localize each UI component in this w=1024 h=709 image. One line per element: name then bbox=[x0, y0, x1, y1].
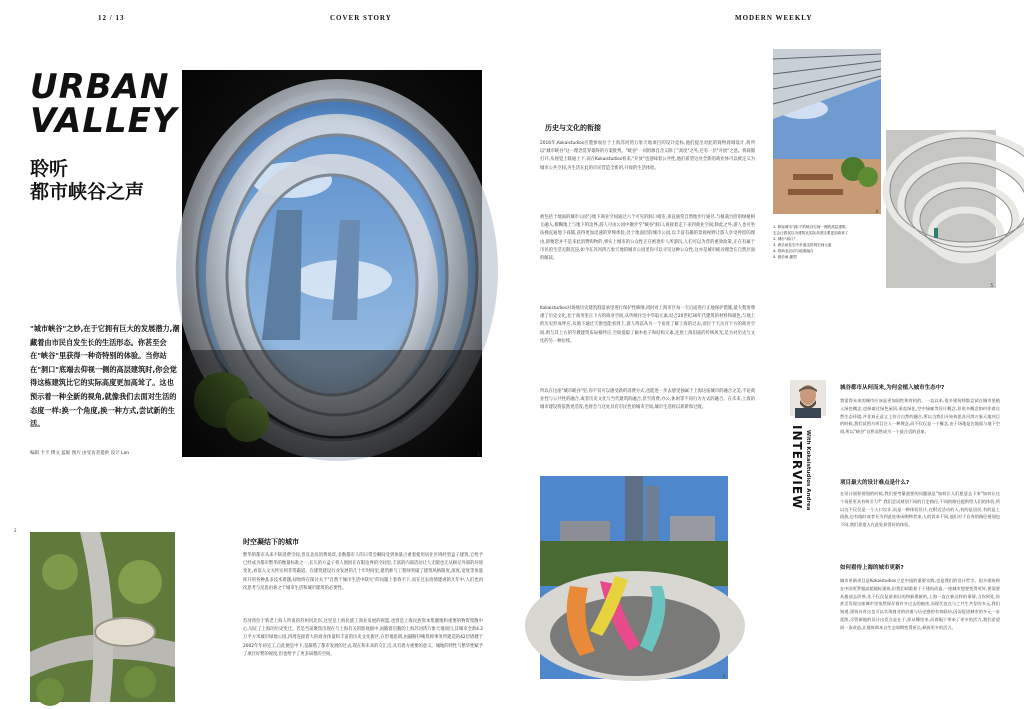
interview-answer-1: 我觉得未来的城市应该是更加国性和有机的。一直以来,很多建筑师都尝试在城市里植入绿色概念,也探索过绿色屋顶,垂直绿化,空中绿廊等设计概念,但很多概念如何伴着自然生态环境,并非真正意义上符合自然的融合,所以当我们开始构思苏河湾万象天地项目的时候,我们试图为项目注入一种理念,而不仅仅是一个概念,由于场地是在地面与地下空间,所以"峡谷"自然而然成为一个最合适的意象。 bbox=[840, 398, 1000, 435]
subtitle-line-1: 聆听 bbox=[30, 158, 69, 180]
history-heading: 历史与文化的衔接 bbox=[545, 124, 601, 132]
caption-list bbox=[773, 224, 873, 260]
page-numbers: 12 / 13 bbox=[98, 14, 125, 22]
lower-heading: 时空凝结下的城市 bbox=[243, 538, 299, 546]
caption-1b: 它会让我误以为建筑比实际高度还要更加高耸了 bbox=[773, 231, 849, 235]
canopy-illustration bbox=[773, 49, 881, 214]
caption-5: 5. 游乐场 趣型 bbox=[773, 255, 797, 259]
lower-paragraph-1: 繁华的都市从来不缺消费空间,但及北高消费场景,多数都市人的日常会瞬间受到体量占重着使用居住区域经型盒子建筑,它给予已经成为都市繁华的衡量标准之一,长久的方盒子将人围困在有限边界的空间里,丰富的内部活动让人无暇也无从顾记外部的环境变化,看似入文关怀实则非常霸道。在建筑建设行业发展的几十年时间里,建筑师与工程师突破了建筑风格限度,深度,宽度等体量挥开的各种基多技术难题,却始终在探讨关于"自然于城市生活中缺失"的问题上着效不下,而在过去疫情建虐的几年中,人们也再次思考与反思由新之于城市生活和城市建筑的必要性。 bbox=[243, 553, 483, 591]
figure-number-5: 5 bbox=[990, 283, 993, 288]
interview-answer-2: 在设计面积规划的时候,我们要考量重要的问题就是"如何让人们愿意去下来"如何让这个场景更具有吸引力?" 我们尝试规划不同的行走路径,不同的路径提供给人们的体验,所以这不仅仅是一个入口设计,而是一种体验设计,在附近活动的人,有的是居民,有的是上班族,也有临时或者专为到此处休闲购物者来,人的诉求不同,他们对于自身的路径规划也不同,我们希望人在此处获得好的体验。 bbox=[840, 491, 1000, 528]
credits: 编辑 卡卡 撰文 蓝妮 图片 由受访者提供 设计 Lan bbox=[30, 451, 130, 456]
section-label: COVER STORY bbox=[330, 14, 392, 22]
magazine-name: MODERN WEEKLY bbox=[735, 14, 813, 22]
interview-question-1: 城谷都市从何而来,为何会植入城市生态中? bbox=[840, 385, 945, 391]
title-line-1: URBAN bbox=[30, 67, 170, 107]
pull-quote: "城市峡谷"之妙,在于它拥有巨大的发展潜力,潮藏着由市民自发生长的生活形态。你甚至会在"峡谷"里获得一种奇特别的体验。当你站在"洞口"底端去仰视一侧的高层建筑时,你会觉得这栋建筑比它的实际高度更加高耸了。这也预示着一种全新的视角,就像我们去面对生活的态度一样:换一个角度,换一种方式,尝试新的生活。 bbox=[30, 324, 180, 429]
interview-question-2: 项目最大的设计难点是什么? bbox=[840, 480, 910, 486]
figure-number-2: 2 bbox=[14, 528, 17, 533]
history-paragraph-4: 所以在这座"城市峡谷"里,你不仅可以感受新的消费方式,也能进一步去感受独属于上海这座城市的融合之美,不论商业性与公共性的融合,或者历史文化与当代建筑的融合,甚至消费,办公,休闲等不同行为方式的融合。在未来,上海的城市建设将依然更活泼,也将会与这处具有市民性的城市空间,城市生活将以崭新和过渡。 bbox=[540, 389, 755, 411]
history-paragraph-2: 被包括于地面的城市公园与地下商业空间通过六个可见的洞口相连,垂直通常自然地步行通径,与植栽台阶的绿植相互融入,模糊地上与地下的边界,游人可由公园中散步至"峡谷"洞口,再接着走下来到商业空间;除此之外,游人也可坐扶梯直通地下商铺,获得更加迅速的穿梭体验,处于地面层的城市公园,以丰富有趣的景观视野让游人享受停留的理由,即便您并不是来此消费购物的,事实上城市的公众性正在被逐步人所游玩,人们可以为营的重效政策,正在有属于市民的生活无限沉浸,如今在苏河湾万象天地的城市公园里你可以寻见这种公众性,这亦是城市峡谷理念在自然层面的解读。 bbox=[540, 215, 755, 262]
caption-2: 2. 城市"洞口" bbox=[773, 237, 796, 241]
feature-title bbox=[30, 67, 200, 141]
interview-answer-3: 城市更新项目是Kokaistudios立足中国的重要实践,也是我们的设计哲学。很多建筑师在中国更罗超高超地标建筑,但我们却重着于于建筑改造,一座城市想要变得更好,要需要从根部去改善,先干仅仅是原来旧的和新建新的,上海一直在新这样的事情,当你到处,你甚至发现这座城市里依然保存着许多过去的痕迹,而现代也在与之共生共存的多元,我们知道,建筑具有这也可以实现商业的价值与历史感的有效联结,因而促进城市的多元一步延续,尽管新地的设计出发点是在于,你从哪里来,而着眼于带来了更多的活力,我们希望同一条改造,让建筑师本自生态周期变得更长,释放更多的活力。 bbox=[840, 578, 1000, 630]
caption-3: 3. 游乐场及空中步道由旧到空间元素 bbox=[773, 243, 832, 247]
canopy-photo bbox=[773, 49, 881, 214]
lower-paragraph-2: 苏河湾位于新老上海人所说的苏州河北岸,这里是上海民族工商业发展的摇篮,也曾是上海民族资本集聚地和重要的物资集散中心,见证了上海的历史变迁。若是当前聚焦出现在与上海有关的影视剧中,而随着启動的上海苏河湾万象天地项目,其城市全新4.2万平方米城市绿地公园,四周连接着大的商业体量和丰富的历史文化街区,在形地思朗,由隔断抖峻筑师事务所建造的42层塔楼于2002年年初完工,自此便是中下,是凝塔了都市发展的过去,现在和未来的交汇点,具有着方重要的意义。城地的特性与繁华性赋予了项目好繁的视度,但也给予了更多研想的空间。 bbox=[243, 619, 483, 657]
history-paragraph-1: 2016年,Kokaistudios应邀参加位于上海苏河湾万象天地项目的设计竞标,他们提出对此的商物商城设计,将所以"城市峡谷"这一理念贯穿最终的方案批判。"峡谷"一词的源自含义除了"高度"之外,还有一层"开放"之意。将商圈打开,从视觉上联通上下,而在Kokaistudios看来,"开放"也意味着公共性,他们希望这处全新的商业体可以被定义为城市公共空间,为生活在此的市民营造全新的,开放的生活体验。 bbox=[540, 141, 755, 171]
slides-illustration bbox=[540, 476, 728, 679]
spiral-illustration bbox=[886, 130, 996, 288]
portrait-illustration bbox=[790, 380, 826, 416]
interviewee-portrait bbox=[790, 380, 826, 416]
interview-with: With Kokaistudios Andrea bbox=[805, 430, 811, 511]
figure-number-1: 1 bbox=[477, 452, 480, 457]
interview-question-3: 如何看待上海的城市更新? bbox=[840, 565, 904, 571]
caption-4: 4. 将商业活动与地面融合 bbox=[773, 249, 814, 253]
atrium-photo bbox=[182, 70, 482, 457]
slides-photo bbox=[540, 476, 728, 679]
title-line-2: VALLEY bbox=[30, 101, 178, 141]
spiral-photo bbox=[886, 130, 996, 288]
subtitle-line-2: 都市峡谷之声 bbox=[30, 181, 145, 203]
feature-subtitle bbox=[30, 158, 180, 204]
figure-number-3: 3 bbox=[722, 674, 725, 679]
interview-label: INTERVIEW bbox=[790, 425, 804, 510]
figure-number-4: 4 bbox=[875, 209, 878, 214]
atrium-illustration bbox=[182, 70, 482, 457]
aerial-park-photo bbox=[14, 528, 175, 702]
aerial-illustration bbox=[30, 532, 175, 702]
caption-1a: 1. 仰视城市"洞口"的峡谷空间一侧的高层建筑, bbox=[773, 225, 847, 229]
history-paragraph-3: Kokaistudios对场地历史建筑群落承里进行保护性修缮,同时对上海市区每一天后面进行正地保护措施,最大程度尊重了历史文化,往于商务里正下方的商业空间,从传统住宅中萃取元素,结合20世纪30年代建筑的材料和颜色,与地上的历史形成呼应,从地下通过天窗也能看到上,游人得以从另一个角度了解上海的过去,而位于天岳宫下方的商业空间,则与其上方的至教建筑布局相呼应,空间提取了廊木柱子和结构元素,还原上海旧庙的传统风光,是为对历史与文化的另一种衍续。 bbox=[540, 306, 755, 344]
